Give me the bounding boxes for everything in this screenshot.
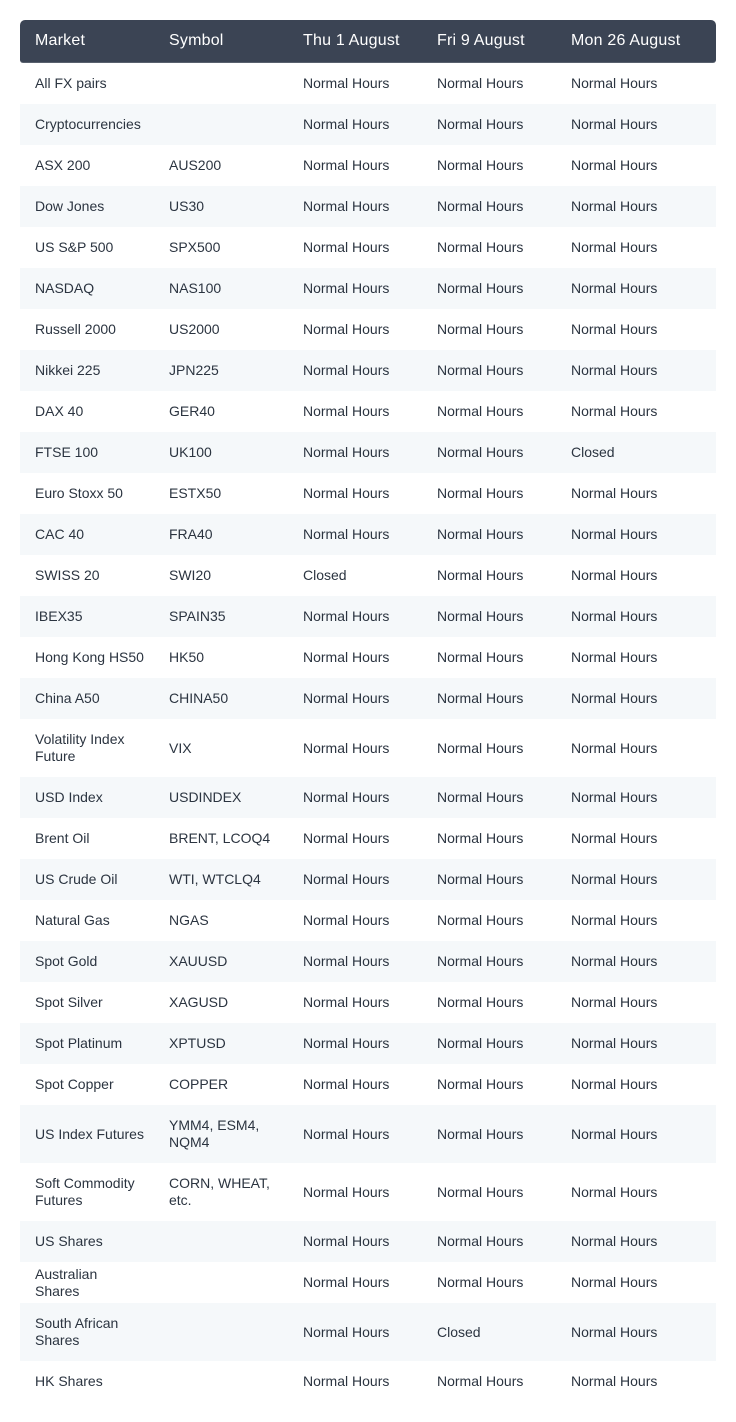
- cell-date-2: Normal Hours: [422, 982, 556, 1023]
- cell-symbol: XAGUSD: [154, 982, 288, 1023]
- table-row: [20, 777, 716, 818]
- header-date-1: Thu 1 August: [288, 20, 422, 63]
- table-row: [20, 1262, 716, 1303]
- header-market: Market: [20, 20, 154, 63]
- cell-date-1: Normal Hours: [288, 859, 422, 900]
- table-row: [20, 678, 716, 719]
- cell-date-2: Normal Hours: [422, 637, 556, 678]
- cell-date-2: Normal Hours: [422, 350, 556, 391]
- cell-date-1: Normal Hours: [288, 186, 422, 227]
- cell-market: US Index Futures: [20, 1105, 154, 1163]
- cell-date-3: Normal Hours: [556, 1221, 716, 1262]
- table-row: [20, 1361, 716, 1402]
- cell-market: Dow Jones: [20, 186, 154, 227]
- cell-date-1: Normal Hours: [288, 1303, 422, 1361]
- cell-date-3: Normal Hours: [556, 1163, 716, 1221]
- cell-date-2: Normal Hours: [422, 268, 556, 309]
- cell-date-2: Normal Hours: [422, 1262, 556, 1303]
- cell-symbol: [154, 63, 288, 104]
- cell-symbol: YMM4, ESM4, NQM4: [154, 1105, 288, 1163]
- cell-date-1: Normal Hours: [288, 900, 422, 941]
- cell-market: Hong Kong HS50: [20, 637, 154, 678]
- table-row: [20, 309, 716, 350]
- cell-date-1: Normal Hours: [288, 596, 422, 637]
- table-row: [20, 391, 716, 432]
- cell-symbol: CHINA50: [154, 678, 288, 719]
- cell-symbol: [154, 104, 288, 145]
- cell-date-2: Normal Hours: [422, 309, 556, 350]
- table-row: [20, 1221, 716, 1262]
- table-row: [20, 432, 716, 473]
- cell-market: FTSE 100: [20, 432, 154, 473]
- cell-date-2: Normal Hours: [422, 1163, 556, 1221]
- table-row: [20, 145, 716, 186]
- cell-date-1: Normal Hours: [288, 104, 422, 145]
- cell-date-1: Normal Hours: [288, 227, 422, 268]
- table-row: [20, 186, 716, 227]
- cell-date-3: Normal Hours: [556, 982, 716, 1023]
- cell-date-3: Normal Hours: [556, 514, 716, 555]
- cell-market: CAC 40: [20, 514, 154, 555]
- cell-market: Spot Silver: [20, 982, 154, 1023]
- cell-date-2: Normal Hours: [422, 1221, 556, 1262]
- cell-market: Nikkei 225: [20, 350, 154, 391]
- cell-symbol: GER40: [154, 391, 288, 432]
- cell-symbol: US30: [154, 186, 288, 227]
- cell-symbol: BRENT, LCOQ4: [154, 818, 288, 859]
- cell-symbol: NGAS: [154, 900, 288, 941]
- cell-market: Australian Shares: [20, 1262, 154, 1303]
- cell-date-3: Normal Hours: [556, 777, 716, 818]
- cell-symbol: NAS100: [154, 268, 288, 309]
- cell-date-3: Normal Hours: [556, 309, 716, 350]
- cell-date-3: Normal Hours: [556, 1064, 716, 1105]
- cell-date-3: Normal Hours: [556, 637, 716, 678]
- cell-date-2: Normal Hours: [422, 514, 556, 555]
- cell-symbol: [154, 1262, 288, 1303]
- cell-symbol: SWI20: [154, 555, 288, 596]
- cell-date-2: Closed: [422, 1303, 556, 1361]
- cell-date-1: Normal Hours: [288, 818, 422, 859]
- cell-date-2: Normal Hours: [422, 473, 556, 514]
- cell-date-3: Normal Hours: [556, 186, 716, 227]
- cell-date-3: Closed: [556, 432, 716, 473]
- table-row: [20, 1163, 716, 1221]
- table-row: [20, 1105, 716, 1163]
- cell-date-3: Normal Hours: [556, 818, 716, 859]
- cell-date-2: Normal Hours: [422, 391, 556, 432]
- table-header: [20, 20, 716, 63]
- table-row: [20, 596, 716, 637]
- table-body: [20, 63, 716, 1402]
- cell-date-3: Normal Hours: [556, 596, 716, 637]
- cell-date-1: Normal Hours: [288, 1023, 422, 1064]
- cell-date-3: Normal Hours: [556, 268, 716, 309]
- cell-date-1: Normal Hours: [288, 1064, 422, 1105]
- cell-symbol: COPPER: [154, 1064, 288, 1105]
- cell-date-3: Normal Hours: [556, 350, 716, 391]
- header-date-2: Fri 9 August: [422, 20, 556, 63]
- cell-date-2: Normal Hours: [422, 859, 556, 900]
- cell-date-3: Normal Hours: [556, 678, 716, 719]
- cell-symbol: AUS200: [154, 145, 288, 186]
- table-row: [20, 473, 716, 514]
- table-row: [20, 555, 716, 596]
- table-row: [20, 350, 716, 391]
- table-row: [20, 1303, 716, 1361]
- cell-symbol: UK100: [154, 432, 288, 473]
- cell-date-2: Normal Hours: [422, 555, 556, 596]
- table-row: [20, 859, 716, 900]
- cell-market: ASX 200: [20, 145, 154, 186]
- cell-market: US S&P 500: [20, 227, 154, 268]
- cell-symbol: US2000: [154, 309, 288, 350]
- cell-date-2: Normal Hours: [422, 941, 556, 982]
- cell-date-2: Normal Hours: [422, 1023, 556, 1064]
- cell-market: DAX 40: [20, 391, 154, 432]
- cell-date-2: Normal Hours: [422, 1064, 556, 1105]
- cell-market: US Crude Oil: [20, 859, 154, 900]
- cell-date-3: Normal Hours: [556, 941, 716, 982]
- cell-date-3: Normal Hours: [556, 104, 716, 145]
- cell-date-1: Normal Hours: [288, 637, 422, 678]
- cell-market: Russell 2000: [20, 309, 154, 350]
- cell-date-3: Normal Hours: [556, 1023, 716, 1064]
- cell-date-3: Normal Hours: [556, 63, 716, 104]
- cell-date-3: Normal Hours: [556, 473, 716, 514]
- cell-market: SWISS 20: [20, 555, 154, 596]
- cell-date-1: Normal Hours: [288, 719, 422, 777]
- cell-symbol: [154, 1361, 288, 1402]
- cell-date-1: Normal Hours: [288, 1163, 422, 1221]
- table-row: [20, 268, 716, 309]
- cell-market: USD Index: [20, 777, 154, 818]
- cell-date-1: Normal Hours: [288, 1221, 422, 1262]
- table-row: [20, 818, 716, 859]
- header-date-3: Mon 26 August: [556, 20, 716, 63]
- cell-symbol: FRA40: [154, 514, 288, 555]
- cell-date-3: Normal Hours: [556, 391, 716, 432]
- cell-market: Volatility Index Future: [20, 719, 154, 777]
- cell-date-2: Normal Hours: [422, 227, 556, 268]
- cell-date-2: Normal Hours: [422, 678, 556, 719]
- cell-market: IBEX35: [20, 596, 154, 637]
- trading-hours-table: [20, 20, 716, 1402]
- cell-date-1: Normal Hours: [288, 1105, 422, 1163]
- cell-market: China A50: [20, 678, 154, 719]
- cell-date-3: Normal Hours: [556, 145, 716, 186]
- cell-market: HK Shares: [20, 1361, 154, 1402]
- cell-date-2: Normal Hours: [422, 432, 556, 473]
- cell-market: Spot Copper: [20, 1064, 154, 1105]
- cell-date-3: Normal Hours: [556, 1361, 716, 1402]
- cell-date-3: Normal Hours: [556, 1262, 716, 1303]
- table-row: [20, 982, 716, 1023]
- cell-date-3: Normal Hours: [556, 1105, 716, 1163]
- cell-symbol: [154, 1221, 288, 1262]
- cell-market: Brent Oil: [20, 818, 154, 859]
- header-row: [20, 20, 716, 63]
- cell-date-1: Normal Hours: [288, 391, 422, 432]
- cell-symbol: SPX500: [154, 227, 288, 268]
- cell-market: Spot Gold: [20, 941, 154, 982]
- cell-date-1: Normal Hours: [288, 268, 422, 309]
- table-row: [20, 104, 716, 145]
- cell-date-2: Normal Hours: [422, 63, 556, 104]
- cell-market: Euro Stoxx 50: [20, 473, 154, 514]
- cell-date-3: Normal Hours: [556, 900, 716, 941]
- cell-date-2: Normal Hours: [422, 1361, 556, 1402]
- cell-market: All FX pairs: [20, 63, 154, 104]
- cell-market: South African Shares: [20, 1303, 154, 1361]
- cell-market: US Shares: [20, 1221, 154, 1262]
- table-row: [20, 900, 716, 941]
- cell-market: Spot Platinum: [20, 1023, 154, 1064]
- cell-date-1: Normal Hours: [288, 473, 422, 514]
- table-row: [20, 1023, 716, 1064]
- table-row: [20, 1064, 716, 1105]
- cell-symbol: XPTUSD: [154, 1023, 288, 1064]
- cell-symbol: JPN225: [154, 350, 288, 391]
- cell-date-2: Normal Hours: [422, 145, 556, 186]
- cell-date-1: Normal Hours: [288, 982, 422, 1023]
- cell-date-1: Normal Hours: [288, 1361, 422, 1402]
- cell-symbol: CORN, WHEAT, etc.: [154, 1163, 288, 1221]
- cell-date-1: Normal Hours: [288, 514, 422, 555]
- cell-symbol: VIX: [154, 719, 288, 777]
- cell-symbol: HK50: [154, 637, 288, 678]
- cell-date-1: Normal Hours: [288, 941, 422, 982]
- cell-symbol: WTI, WTCLQ4: [154, 859, 288, 900]
- cell-date-2: Normal Hours: [422, 1105, 556, 1163]
- table-row: [20, 227, 716, 268]
- cell-market: NASDAQ: [20, 268, 154, 309]
- header-symbol: Symbol: [154, 20, 288, 63]
- cell-market: Natural Gas: [20, 900, 154, 941]
- cell-date-3: Normal Hours: [556, 555, 716, 596]
- cell-date-1: Normal Hours: [288, 350, 422, 391]
- table-row: [20, 514, 716, 555]
- cell-market: Cryptocurrencies: [20, 104, 154, 145]
- cell-date-2: Normal Hours: [422, 777, 556, 818]
- cell-date-1: Closed: [288, 555, 422, 596]
- trading-hours-table-container: [20, 20, 716, 1402]
- cell-date-1: Normal Hours: [288, 145, 422, 186]
- table-row: [20, 63, 716, 104]
- cell-date-2: Normal Hours: [422, 104, 556, 145]
- cell-market: Soft Commodity Futures: [20, 1163, 154, 1221]
- cell-symbol: SPAIN35: [154, 596, 288, 637]
- cell-symbol: [154, 1303, 288, 1361]
- table-row: [20, 637, 716, 678]
- cell-date-1: Normal Hours: [288, 309, 422, 350]
- cell-date-3: Normal Hours: [556, 859, 716, 900]
- cell-date-1: Normal Hours: [288, 678, 422, 719]
- cell-date-2: Normal Hours: [422, 186, 556, 227]
- cell-date-2: Normal Hours: [422, 818, 556, 859]
- cell-date-1: Normal Hours: [288, 63, 422, 104]
- cell-symbol: XAUUSD: [154, 941, 288, 982]
- cell-date-1: Normal Hours: [288, 777, 422, 818]
- cell-date-1: Normal Hours: [288, 432, 422, 473]
- cell-date-3: Normal Hours: [556, 227, 716, 268]
- cell-date-1: Normal Hours: [288, 1262, 422, 1303]
- cell-date-3: Normal Hours: [556, 1303, 716, 1361]
- table-row: [20, 719, 716, 777]
- cell-symbol: ESTX50: [154, 473, 288, 514]
- table-row: [20, 941, 716, 982]
- cell-date-2: Normal Hours: [422, 596, 556, 637]
- cell-date-3: Normal Hours: [556, 719, 716, 777]
- cell-date-2: Normal Hours: [422, 900, 556, 941]
- cell-symbol: USDINDEX: [154, 777, 288, 818]
- cell-date-2: Normal Hours: [422, 719, 556, 777]
